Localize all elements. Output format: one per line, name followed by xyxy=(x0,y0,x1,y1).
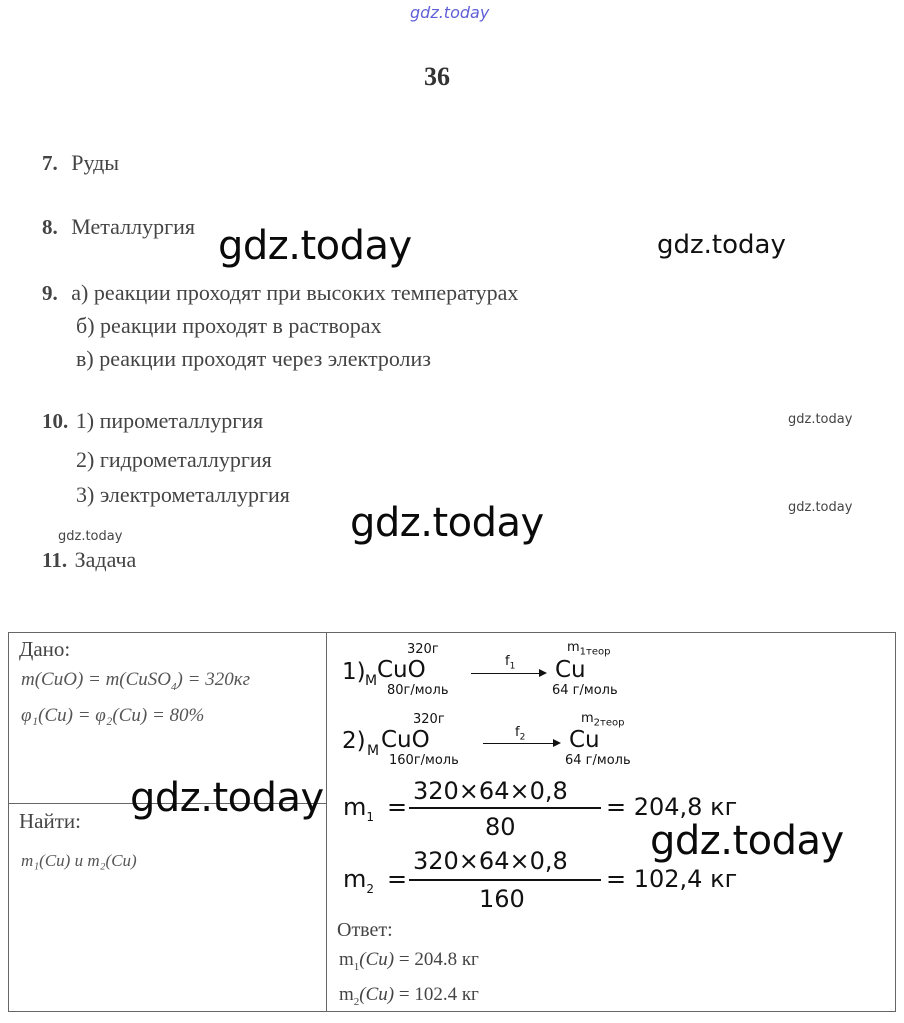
m2-sub: 2 xyxy=(366,881,375,896)
item-number: 8. xyxy=(42,215,58,239)
r1-mass: 320г xyxy=(407,642,439,657)
m2-fraction-bar xyxy=(409,879,601,881)
watermark-big-1: gdz.today xyxy=(218,223,412,269)
item-10-line-3: 3) электрометаллургия xyxy=(76,482,290,507)
find-label: Найти: xyxy=(19,809,81,833)
item-number: 9. xyxy=(42,281,58,305)
m1-lhs xyxy=(343,793,374,824)
item-9 xyxy=(42,280,518,306)
column-divider xyxy=(326,633,327,1011)
r2-reactant: CuO xyxy=(381,727,430,753)
r2-molar-reactant: 160г/моль xyxy=(389,753,459,768)
m1-fraction-bar xyxy=(409,807,601,809)
m2-letter: m xyxy=(343,865,367,893)
watermark-top: gdz.today xyxy=(410,3,490,22)
answer-1-sub: 1 xyxy=(353,960,360,973)
item-10 xyxy=(42,408,263,434)
watermark-big-2: gdz.today xyxy=(350,500,544,546)
watermark-small-2: gdz.today xyxy=(788,500,853,515)
item-9-line-3: в) реакции проходят через электролиз xyxy=(76,346,431,371)
answer-2-value: = 102.4 кг xyxy=(394,984,479,1005)
m2-result: = 102,4 кг xyxy=(606,865,738,893)
r1-f-letter: f xyxy=(505,654,510,669)
watermark-small-3: gdz.today xyxy=(58,529,123,544)
answer-line-2 xyxy=(339,984,479,1008)
given-label: Дано: xyxy=(19,637,71,661)
r1-f-sub: 1 xyxy=(509,661,516,672)
r1-number: 1) xyxy=(342,659,366,685)
r1-mteor-sub: 1теор xyxy=(579,646,611,658)
watermark-big-3: gdz.today xyxy=(130,775,324,821)
given-line-1-end: ) = 320кг xyxy=(176,669,250,690)
given-line-1-sub: 4 xyxy=(171,680,177,693)
m2-numerator: 320×64×0,8 xyxy=(413,847,568,875)
item-9-line-2: б) реакции проходят в растворах xyxy=(76,313,382,338)
answer-label: Ответ: xyxy=(337,919,393,941)
answer-2-m: m xyxy=(339,984,354,1005)
m1-sub: 1 xyxy=(366,809,375,824)
m1-numerator: 320×64×0,8 xyxy=(413,777,568,805)
answer-2-sub: 2 xyxy=(353,995,360,1008)
m2-lhs xyxy=(343,865,374,896)
r1-reactant: CuO xyxy=(377,657,426,683)
item-text: Металлургия xyxy=(71,214,195,239)
r1-f xyxy=(505,654,515,672)
r1-molar-reactant: 80г/моль xyxy=(387,683,449,698)
r2-f xyxy=(515,725,525,743)
item-7 xyxy=(42,150,119,176)
find-line: m₁(Cu) и m₂(Cu) xyxy=(21,851,137,870)
watermark-big-4: gdz.today xyxy=(650,818,844,864)
r2-number: 2) xyxy=(342,728,366,754)
item-text: Руды xyxy=(71,150,120,175)
r2-mteor xyxy=(581,711,624,729)
given-line-2: φ₁(Cu) = φ₂(Cu) = 80% xyxy=(21,705,205,726)
r2-M: M xyxy=(367,743,380,759)
r2-arrow xyxy=(483,743,559,744)
r2-molar-product: 64 г/моль xyxy=(565,753,631,768)
answer-line-1 xyxy=(339,949,479,973)
watermark-medium: gdz.today xyxy=(657,230,786,260)
item-number: 10. xyxy=(42,409,69,433)
m1-denominator: 80 xyxy=(485,813,516,841)
page-number: 36 xyxy=(424,62,450,91)
item-10-line-2: 2) гидрометаллургия xyxy=(76,447,272,472)
r1-molar-product: 64 г/моль xyxy=(552,683,618,698)
item-text: 1) пирометаллургия xyxy=(75,408,264,433)
m2-denominator: 160 xyxy=(479,885,525,913)
item-8 xyxy=(42,214,195,240)
answer-1-m: m xyxy=(339,949,354,970)
answer-1-cu: (Cu) xyxy=(359,949,395,970)
watermark-small-1: gdz.today xyxy=(788,412,853,427)
given-line-1 xyxy=(21,669,250,693)
r1-arrow xyxy=(471,673,545,674)
r2-mteor-m: m xyxy=(581,711,594,726)
item-number: 7. xyxy=(42,151,58,175)
answer-2-cu: (Cu) xyxy=(359,984,395,1005)
item-text: а) реакции проходят при высоких температурах xyxy=(71,280,519,305)
m1-result: = 204,8 кг xyxy=(606,793,738,821)
given-line-1-text: m(CuO) = m(CuSO xyxy=(21,669,172,690)
r2-mass: 320г xyxy=(413,712,445,727)
item-text: Задача xyxy=(74,547,137,572)
m1-eq: = xyxy=(387,793,408,821)
r2-f-letter: f xyxy=(515,725,520,740)
r1-product: Cu xyxy=(555,657,586,683)
r1-M: M xyxy=(365,673,378,689)
r2-f-sub: 2 xyxy=(519,732,526,743)
m2-eq: = xyxy=(387,865,408,893)
item-number: 11. xyxy=(42,548,68,572)
m1-letter: m xyxy=(343,793,367,821)
r2-product: Cu xyxy=(569,727,600,753)
item-11 xyxy=(42,547,136,573)
r1-mteor xyxy=(567,640,610,658)
answer-1-value: = 204.8 кг xyxy=(394,949,479,970)
r1-mteor-m: m xyxy=(567,640,580,655)
r2-mteor-sub: 2теор xyxy=(593,717,625,729)
